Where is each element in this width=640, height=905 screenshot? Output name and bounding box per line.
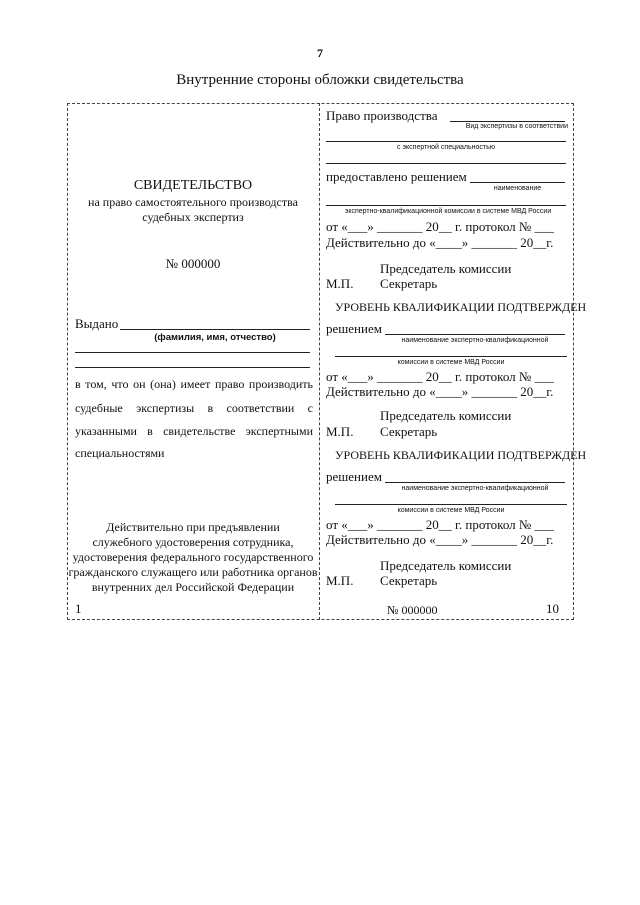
- validity-line4: гражданского служащего или работника органов: [68, 565, 318, 579]
- decision-label-2: решением: [326, 469, 382, 484]
- granted-name-caption: наименование: [493, 185, 542, 192]
- eqc-name-caption-1: наименование экспертно-квалификационной: [401, 337, 549, 344]
- commission-caption: экспертно-квалификационной комиссии в системе МВД России: [344, 208, 552, 215]
- commission-caption-2: комиссии в системе МВД России: [397, 359, 505, 366]
- expertise-type-line: [450, 121, 565, 122]
- granted-label: предоставлено решением: [326, 169, 467, 184]
- body-text-line4: специальностями: [75, 446, 165, 460]
- fio-line: [120, 329, 310, 330]
- stamp-label-2: М.П.: [326, 424, 354, 439]
- secretary-2: Секретарь: [380, 424, 438, 439]
- commission-line-2: [335, 356, 567, 357]
- right-page-number: 10: [546, 601, 559, 616]
- secretary-3: Секретарь: [380, 573, 438, 588]
- right-label: Право производства: [326, 108, 438, 123]
- validity-line1: Действительно при предъявлении: [106, 520, 280, 534]
- level-confirmed-1: УРОВЕНЬ КВАЛИФИКАЦИИ ПОДТВЕРЖДЕН: [335, 300, 587, 314]
- commission-line: [326, 205, 566, 206]
- date-protocol-1: от «___» _______ 20__ г. протокол № ___: [326, 219, 555, 234]
- document-title: Внутренние стороны обложки свидетельства: [176, 72, 464, 88]
- decision-line-1: [385, 334, 565, 335]
- chairman-1: Председатель комиссии: [380, 261, 512, 276]
- commission-line-3: [335, 504, 567, 505]
- level-confirmed-2: УРОВЕНЬ КВАЛИФИКАЦИИ ПОДТВЕРЖДЕН: [335, 448, 587, 462]
- fold-divider: [319, 103, 320, 620]
- validity-line5: внутренних дел Российской Федерации: [91, 580, 295, 594]
- certificate-subtitle-line1: на право самостоятельного производства: [88, 195, 298, 209]
- validity-line3: удостоверения федерального государственного: [72, 550, 314, 564]
- decision-line-2: [385, 482, 565, 483]
- eqc-name-caption-2: наименование экспертно-квалификационной: [401, 485, 549, 492]
- date-protocol-3: от «___» _______ 20__ г. протокол № ___: [326, 517, 555, 532]
- issued-label: Выдано: [75, 316, 119, 331]
- fio-extra-line-1: [75, 352, 310, 353]
- body-text-line1: в том, что он (она) имеет право производить: [75, 377, 313, 391]
- granted-name-line: [470, 182, 565, 183]
- certificate-number: № 000000: [165, 256, 221, 271]
- stamp-label-1: М.П.: [326, 276, 354, 291]
- validity-line2: служебного удостоверения сотрудника,: [92, 535, 294, 549]
- right-footer-number: № 000000: [387, 603, 438, 617]
- valid-until-2: Действительно до «____» _______ 20__г.: [326, 384, 554, 399]
- left-page-number: 1: [75, 601, 82, 616]
- body-text-line2: судебные экспертизы в соответствии с: [75, 401, 313, 415]
- chairman-3: Председатель комиссии: [380, 558, 512, 573]
- specialty-line: [326, 141, 566, 142]
- fio-caption: (фамилия, имя, отчество): [154, 332, 276, 343]
- valid-until-1: Действительно до «____» _______ 20__г.: [326, 235, 554, 250]
- specialty-caption: с экспертной специальностью: [397, 144, 495, 151]
- page-number: 7: [317, 46, 323, 60]
- date-protocol-2: от «___» _______ 20__ г. протокол № ___: [326, 369, 555, 384]
- expertise-type-caption: Вид экспертизы в соответствии: [465, 123, 568, 130]
- body-text-line3: указанными в свидетельстве экспертными: [75, 424, 313, 438]
- decision-label-1: решением: [326, 321, 382, 336]
- specialty-extra-line: [326, 163, 566, 164]
- valid-until-3: Действительно до «____» _______ 20__г.: [326, 532, 554, 547]
- certificate-heading: СВИДЕТЕЛЬСТВО: [133, 178, 253, 193]
- commission-caption-3: комиссии в системе МВД России: [397, 507, 505, 514]
- secretary-1: Секретарь: [380, 276, 438, 291]
- fio-extra-line-2: [75, 367, 310, 368]
- certificate-subtitle-line2: судебных экспертиз: [142, 210, 244, 224]
- stamp-label-3: М.П.: [326, 573, 354, 588]
- chairman-2: Председатель комиссии: [380, 408, 512, 423]
